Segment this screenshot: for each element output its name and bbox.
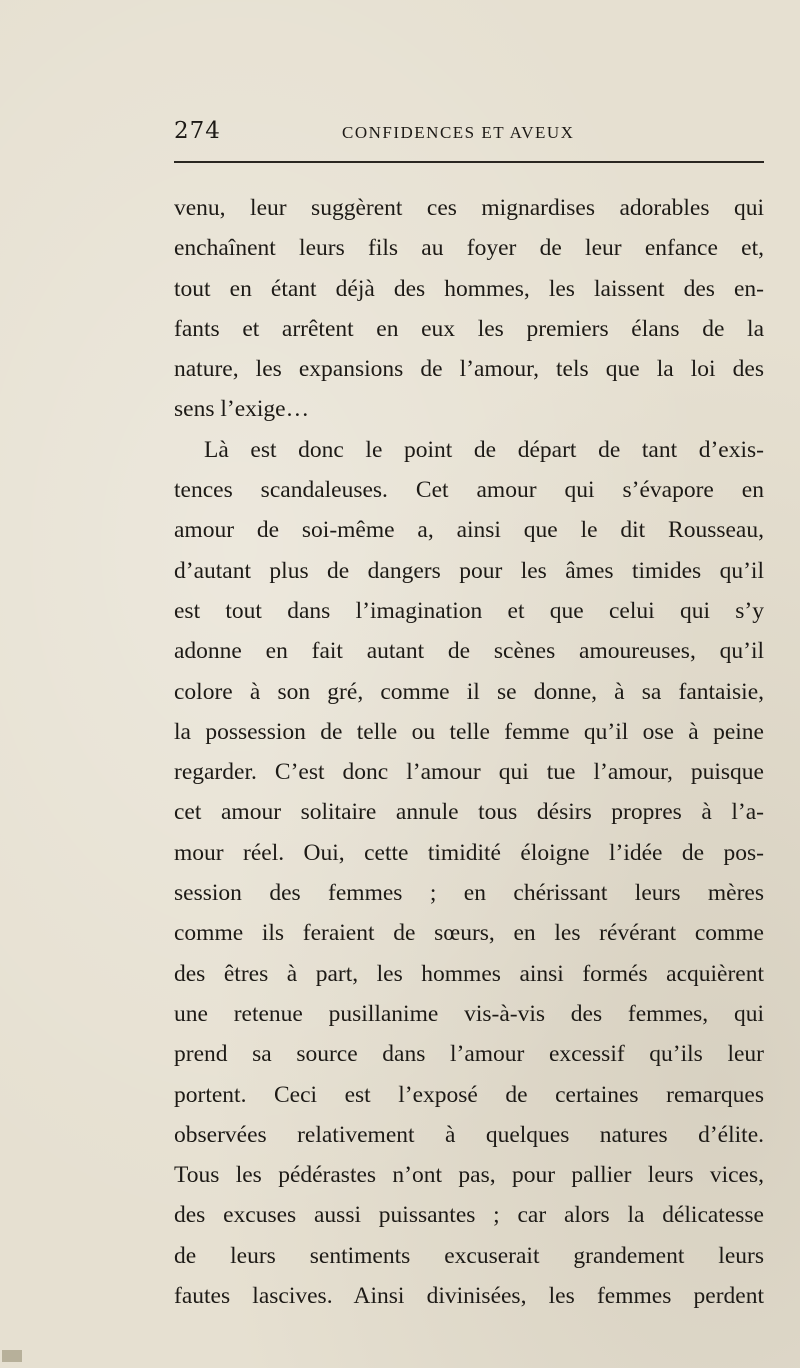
text-line: tences scandaleuses. Cet amour qui s’évapore en [174,477,764,504]
text-line: amour de soi-même a, ainsi que le dit Rousseau, [174,517,764,544]
text-line: sens l’exige… [174,396,310,423]
text-line: regarder. C’est donc l’amour qui tue l’amour, puisque [174,759,764,786]
text-line: prend sa source dans l’amour excessif qu’ils leur [174,1041,764,1068]
text-line: portent. Ceci est l’exposé de certaines remarques [174,1081,764,1108]
text-line: Tous les pédérastes n’ont pas, pour pallier leurs vices, [174,1162,764,1189]
text-line: mour réel. Oui, cette timidité éloigne l’idée de pos- [174,839,764,866]
running-head: CONFIDENCES ET AVEUX [342,123,575,142]
text-line: la possession de telle ou telle femme qu’il ose à peine [174,718,764,745]
text-line: enchaînent leurs fils au foyer de leur enfance et, [174,235,764,262]
page-number: 274 [174,118,221,144]
scan-edge-mark [2,1350,22,1362]
text-line: observées relativement à quelques natures d’élite. [174,1121,764,1148]
text-line: de leurs sentiments excuserait grandement leurs [174,1242,764,1269]
text-line: des excuses aussi puissantes ; car alors la délicatesse [174,1202,764,1229]
header-rule [174,161,764,163]
text-line: tout en étant déjà des hommes, les laissent des en- [174,275,764,302]
text-line: d’autant plus de dangers pour les âmes timides qu’il [174,557,764,584]
text-line: une retenue pusillanime vis-à-vis des femmes, qui [174,1000,764,1027]
text-line: cet amour solitaire annule tous désirs propres à l’a- [174,799,764,826]
page-header [174,118,764,158]
text-line: session des femmes ; en chérissant leurs mères [174,880,764,907]
text-line: fants et arrêtent en eux les premiers élans de la [174,315,764,342]
text-line: adonne en fait autant de scènes amoureuses, qu’il [174,638,764,665]
body-text [174,188,764,1316]
text-line: fautes lascives. Ainsi divinisées, les femmes perdent [174,1283,764,1310]
text-line: des êtres à part, les hommes ainsi formés acquièrent [174,960,764,987]
text-line: venu, leur suggèrent ces mignardises adorables qui [174,195,764,221]
text-line: colore à son gré, comme il se donne, à sa fantaisie, [174,678,764,705]
text-line: est tout dans l’imagination et que celui qui s’y [174,597,764,624]
text-line: Là est donc le point de départ de tant d’exis- [204,436,764,463]
text-line: nature, les expansions de l’amour, tels que la loi des [174,356,764,383]
text-line: comme ils feraient de sœurs, en les révérant comme [174,920,764,947]
